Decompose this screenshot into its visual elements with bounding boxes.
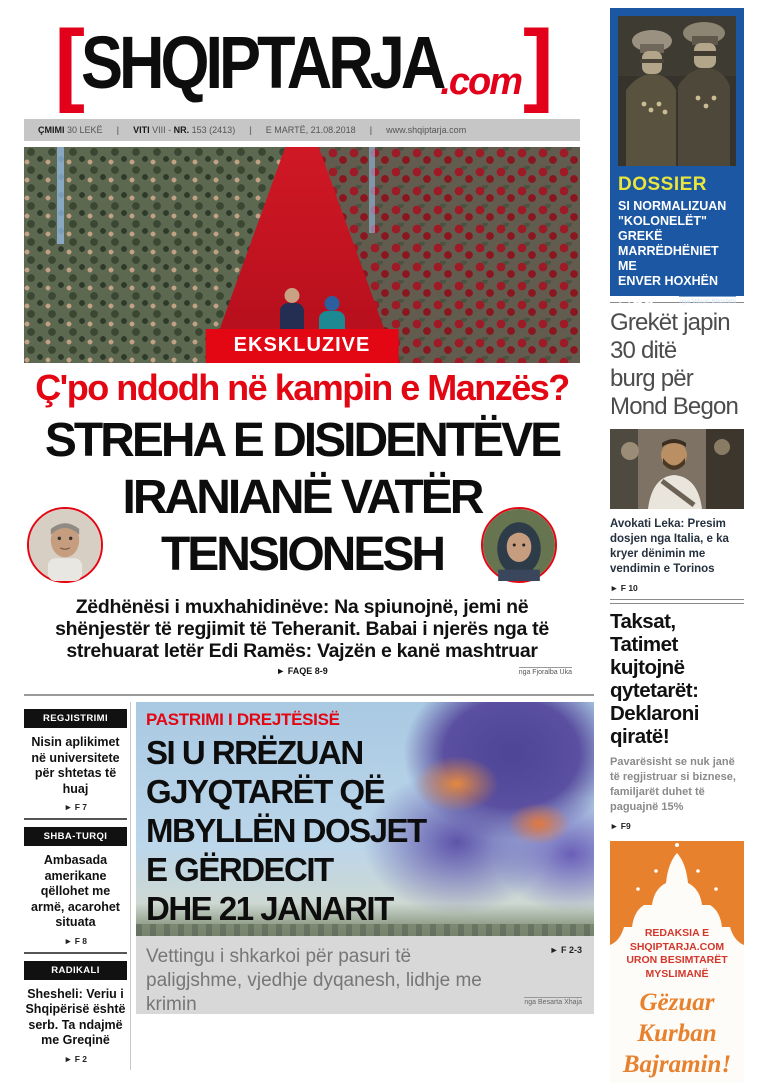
lead-kicker: Ç'po ndodh në kampin e Manzës? [35,367,569,408]
infobar-separator: | [249,125,252,135]
rail-text: Nisin aplikimet në universitete për shtetas të huaj [31,735,120,796]
issue-value: VIII - [152,125,172,135]
headshot-woman-headscarf [481,507,557,583]
story2-headline [610,309,744,421]
story2-headline-line: burg për [610,365,693,392]
story3-headline-line: qytetarët: [610,679,699,702]
issue-date: E MARTË, 21.08.2018 [265,125,356,135]
center-story-caption: Vettingu i shkarkoi për pasuri të paligjshme, vjedhje dyqanesh, lidhje me krimin [146,946,482,1015]
ad-script-line: Gëzuar [639,989,715,1016]
logo-bracket-right: ] [523,11,550,114]
logo-suffix: .com [440,61,522,103]
rail-tag: REGJISTRIMI [24,709,127,728]
story2-headline-line: Grekët japin [610,309,730,336]
rail-item-regjistrimi [24,709,127,818]
issue-nr-value: 153 (2413) [191,125,236,135]
lead-refs-row [24,666,580,684]
lead-subheadline: Zëdhënësi i muxhahidinëve: Na spiunojnë, jemi në shënjestër të regjimit të Teheranit. Babai i njerës nga të strehuarat letër Edi Ramës: Vajzën e kanë mashtruar [55,596,549,662]
center-byline: nga Besarta Xhaja [524,999,582,1006]
lead-headline-line: STREHA E DISIDENTËVE [44,414,560,467]
ad-greeting-line: URON BESIMTARËT [626,954,728,966]
sidebar-story-taksat [610,610,744,831]
section-divider [24,694,594,696]
story3-text: Pavarësisht se nuk janë të regjistruar si biznese, familjarët duhet të paguajnë 15% [610,756,736,813]
dossier-headline-line: GREKË [618,229,663,243]
bajram-greeting-ad [610,841,744,1083]
rail-item-shba-turqi [24,818,127,952]
headshot-elderly-man [27,507,103,583]
ad-greeting-line: MYSLIMANË [645,967,709,980]
infobar-separator: | [369,125,373,135]
dossier-footer [618,296,736,305]
officers-photo [618,16,736,166]
logo-name: SHQIPTARJA [80,21,443,105]
dossier-page-ref: ► F12-13 [618,296,654,305]
center-story-label: PASTRIMI I DREJTËSISË [146,710,340,729]
dossier-headline-line: "KOLONELËT" [618,214,707,228]
ad-greeting-line: SHQIPTARJA.COM [629,940,725,953]
dossier-headline [618,199,736,289]
center-headline-line: DHE 21 JANARIT [146,890,393,927]
center-headline-line: E GËRDECIT [146,851,333,888]
center-story-vetting [136,702,594,1014]
newspaper-logo [24,12,580,114]
lead-page-ref: ► FAQE 8-9 [276,666,328,676]
issue-nr-label: NR. [173,125,190,135]
ekskluzive-badge: EKSKLUZIVE [206,329,399,363]
dossier-headline-line: ENVER HOXHËN [618,274,719,288]
center-headline-line: GJYQTARËT QË [146,773,385,810]
infobar-separator: | [116,125,120,135]
rail-page-ref: ► F 2 [63,1053,88,1064]
story2-text: Avokati Leka: Presim dosjen nga Italia, e ka kryer dënimin me vendimin e Torinos [610,518,729,575]
ad-greeting-line: REDAKSIA E [644,927,710,939]
sidebar-story-begon [610,309,744,593]
lead-photo-rally [24,147,580,363]
price-value: 30 LEKË [67,125,103,135]
explosion-photo [136,702,594,936]
dossier-byline: nga Vilson Blloshmi [679,298,736,305]
left-rail [24,702,131,1070]
dossier-box [610,8,744,305]
issue-segment [133,125,235,135]
rail-tag: RADIKALI [24,961,127,980]
lead-byline: nga Fjoralba Uka [518,669,572,676]
story3-headline-line: kujtojnë [610,656,685,679]
center-headline-line: MBYLLËN DOSJET [146,812,426,849]
rail-tag: SHBA-TURQI [24,827,127,846]
story2-headline-line: Mond Begon [610,393,739,420]
price-segment [38,125,103,135]
right-sidebar [610,8,744,1083]
issue-label: VITI [133,125,150,135]
rail-text: Ambasada amerikane qëllohet me armë, acarohet situata [31,853,120,929]
story3-headline-line: Deklaroni qiratë! [610,702,699,748]
begon-photo [610,429,744,509]
story2-headline-line: 30 ditë [610,337,677,364]
rail-text: Shesheli: Veriu i Shqipërisë është serb. Ta ndajmë me Greqinë [25,986,126,1047]
center-headline-line: SI U RRËZUAN [146,734,363,771]
story3-page-ref: ► F9 [610,821,631,831]
center-page-ref: ► F 2-3 [549,945,582,955]
dossier-label: DOSSIER [618,174,708,195]
story3-headline [610,610,744,748]
lead-headline-line: IRANIANË VATËR [122,471,482,524]
flag-banner [369,147,375,233]
issue-infobar [24,119,580,141]
ad-script-line: Kurban [637,1020,717,1047]
story2-page-ref: ► F 10 [610,583,638,593]
ad-script-line: Bajramin! [622,1051,732,1078]
sidebar-divider-double [610,599,744,604]
website-url: www.shqiptarja.com [386,125,467,135]
dossier-headline-line: SI NORMALIZUAN [618,199,727,213]
logo-bracket-left: [ [54,11,81,114]
center-story-caption-band [136,936,594,1014]
dossier-headline-line: MARRËDHËNIET ME [618,244,719,273]
price-label: ÇMIMI [38,125,65,135]
story3-headline-line: Taksat, Tatimet [610,610,678,656]
flag-banner [57,147,64,244]
ad-greeting-text [610,927,744,981]
rail-page-ref: ► F 7 [63,802,88,812]
ad-script-text [610,987,744,1080]
lead-headline-line: TENSIONESH [160,528,444,581]
center-story-headline [146,733,426,928]
rail-item-radikali [24,952,127,1070]
rail-page-ref: ► F 8 [63,935,88,946]
